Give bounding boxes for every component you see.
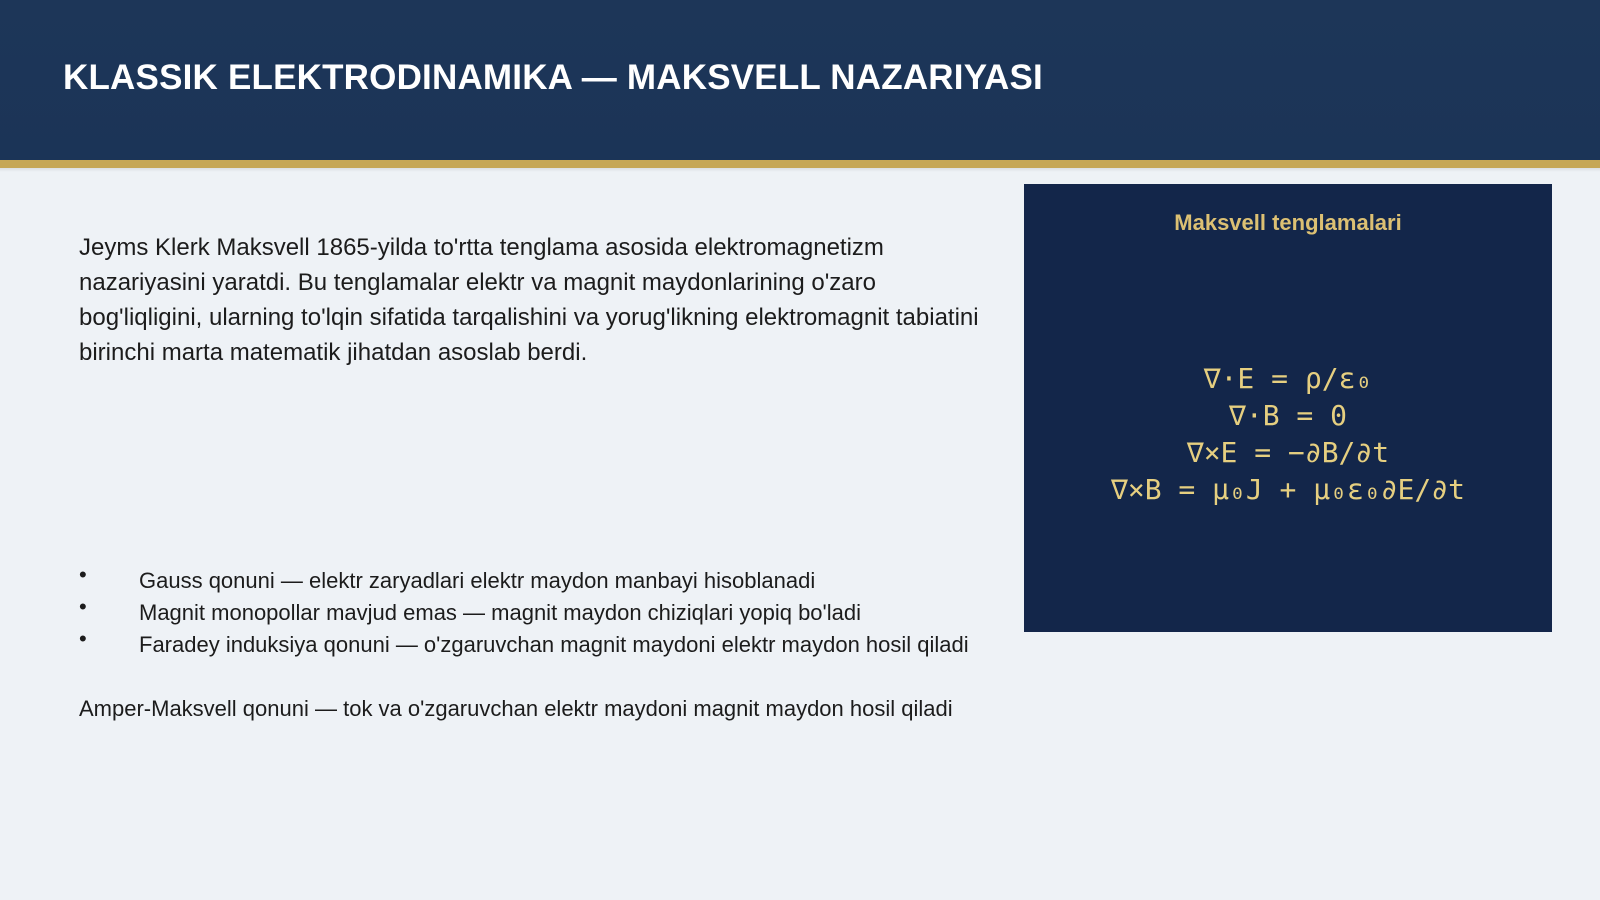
equations-panel-title: Maksvell tenglamalari — [1174, 210, 1402, 235]
list-item — [79, 626, 979, 661]
slide-title: KLASSIK ELEKTRODINAMIKA — MAKSVELL NAZARIYASI — [63, 58, 1043, 97]
bullet-marker: • — [79, 626, 87, 651]
bullet-list — [79, 562, 979, 661]
list-item-text: Gauss qonuni — elektr zaryadlari elektr maydon manbayi hisoblanadi — [139, 568, 816, 593]
equation-faraday: ∇×E = −∂B/∂t — [1186, 436, 1390, 469]
bullet-marker: • — [79, 562, 87, 587]
amper-maksvell-line: Amper-Maksvell qonuni — tok va o'zgaruvchan elektr maydoni magnit maydon hosil qiladi — [79, 696, 953, 721]
intro-paragraph: Jeyms Klerk Maksvell 1865-yilda to'rtta tenglama asosida elektromagnetizm nazariyasini yaratdi. Bu tenglamalar elektr va magnit maydonlarining o'zaro bog'liqligini, ularning to'lqin sifatida tarqalishini va yorug'likning elektromagnit tabiatini birinchi marta matematik jihatdan asoslab berdi. — [79, 234, 979, 366]
list-item-text: Faradey induksiya qonuni — o'zgaruvchan magnit maydoni elektr maydon hosil qiladi — [139, 632, 969, 657]
equations-list — [1024, 360, 1552, 508]
header-divider-shadow — [0, 168, 1600, 172]
header-divider — [0, 160, 1600, 168]
equation-gauss-magnetic: ∇·B = 0 — [1228, 399, 1347, 432]
list-item — [79, 594, 979, 629]
equation-gauss-electric: ∇·E = ρ/ε₀ — [1203, 362, 1373, 395]
equations-panel — [1024, 184, 1552, 632]
equation-ampere-maxwell: ∇×B = μ₀J + μ₀ε₀∂E/∂t — [1110, 473, 1465, 506]
list-item — [79, 562, 979, 597]
slide-header — [0, 0, 1600, 160]
bullet-marker: • — [79, 594, 87, 619]
list-item-text: Magnit monopollar mavjud emas — magnit maydon chiziqlari yopiq bo'ladi — [139, 600, 861, 625]
